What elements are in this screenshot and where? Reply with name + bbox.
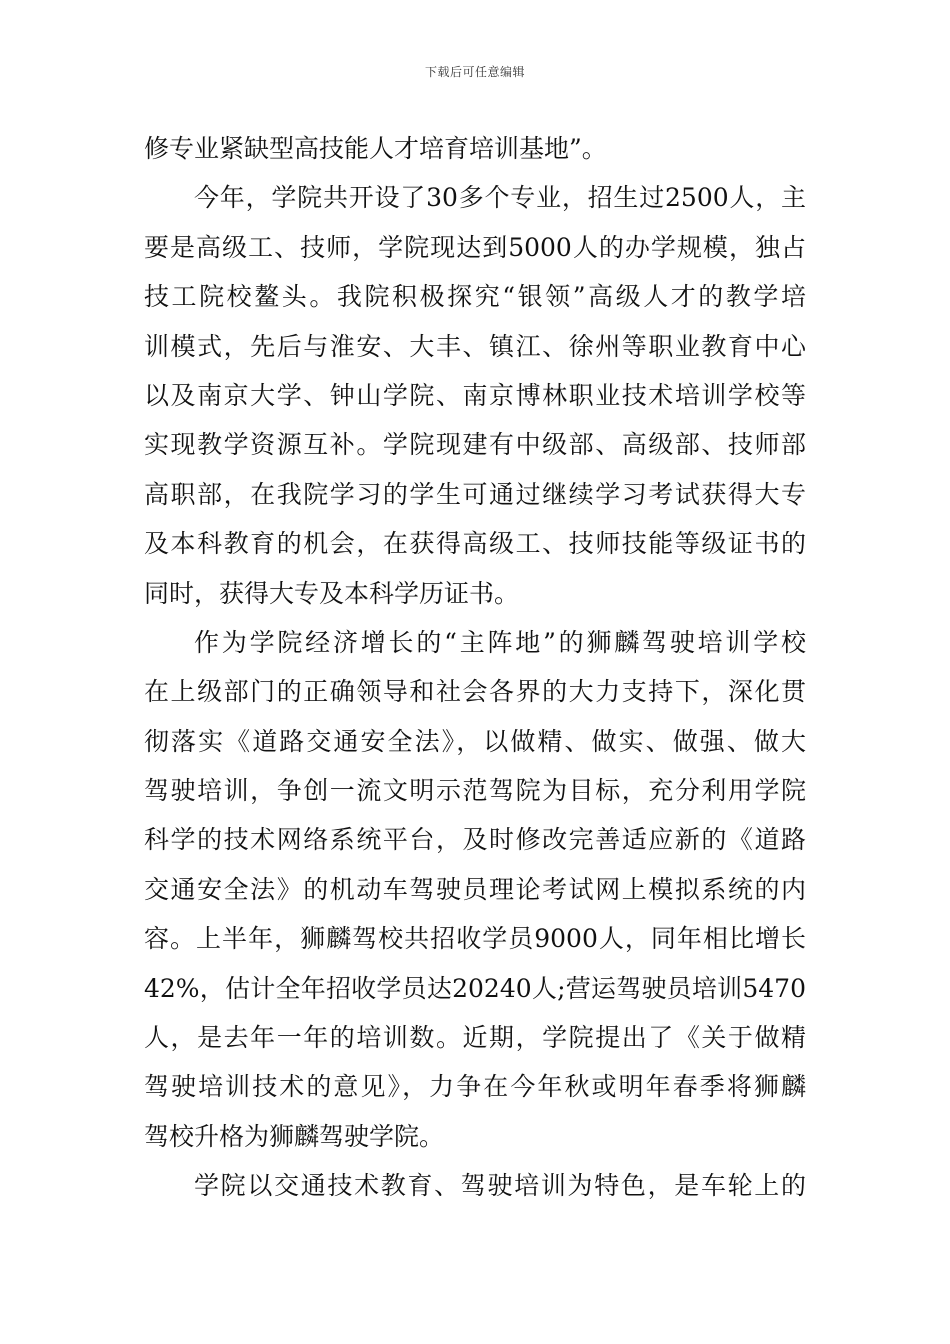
text-line: 容。上半年，狮麟驾校共招收学员9000人，同年相比增长: [144, 924, 806, 954]
text-line: 42%，估计全年招收学员达20240人;营运驾驶员培训5470: [144, 973, 806, 1003]
paragraph: [144, 1161, 806, 1210]
text-line: 今年，学院共开设了30多个专业，招生过2500人，主: [194, 183, 806, 213]
paragraph: [144, 124, 806, 173]
text-line: 要是高级工、技师，学院现达到5000人的办学规模，独占: [144, 232, 806, 262]
text-line: 修专业紧缺型高技能人才培育培训基地”。: [144, 134, 607, 163]
text-line: 技工院校鳌头。我院积极探究“银领”高级人才的教学培: [144, 282, 806, 312]
text-line: 实现教学资源互补。学院现建有中级部、高级部、技师部: [144, 430, 806, 460]
text-line: 训模式，先后与淮安、大丰、镇江、徐州等职业教育中心: [144, 331, 806, 361]
paragraph: [144, 173, 806, 618]
text-line: 交通安全法》的机动车驾驶员理论考试网上模拟系统的内: [144, 874, 806, 904]
text-line: 同时，获得大专及本科学历证书。: [144, 578, 520, 608]
document-body: [144, 124, 806, 1211]
text-line: 人，是去年一年的培训数。近期，学院提出了《关于做精: [144, 1023, 806, 1053]
text-line: 作为学院经济增长的“主阵地”的狮麟驾驶培训学校: [194, 627, 806, 657]
text-line: 驾驶培训，争创一流文明示范驾院为目标，充分利用学院: [144, 776, 806, 806]
text-line: 科学的技术网络系统平台，及时修改完善适应新的《道路: [144, 825, 806, 855]
text-line: 驾校升格为狮麟驾驶学院。: [144, 1121, 445, 1151]
text-line: 及本科教育的机会，在获得高级工、技师技能等级证书的: [144, 529, 806, 559]
text-line: 驾驶培训技术的意见》，力争在今年秋或明年春季将狮麟: [144, 1072, 806, 1102]
text-line: 彻落实《道路交通安全法》，以做精、做实、做强、做大: [144, 726, 806, 756]
text-line: 高职部，在我院学习的学生可通过继续学习考试获得大专: [144, 479, 806, 509]
paragraph: [144, 618, 806, 1161]
page-header: 下载后可任意编辑: [424, 65, 525, 79]
text-line: 在上级部门的正确领导和社会各界的大力支持下，深化贯: [144, 677, 806, 707]
text-line: 学院以交通技术教育、驾驶培训为特色，是车轮上的: [194, 1171, 806, 1201]
text-line: 以及南京大学、钟山学院、南京博林职业技术培训学校等: [144, 380, 806, 410]
